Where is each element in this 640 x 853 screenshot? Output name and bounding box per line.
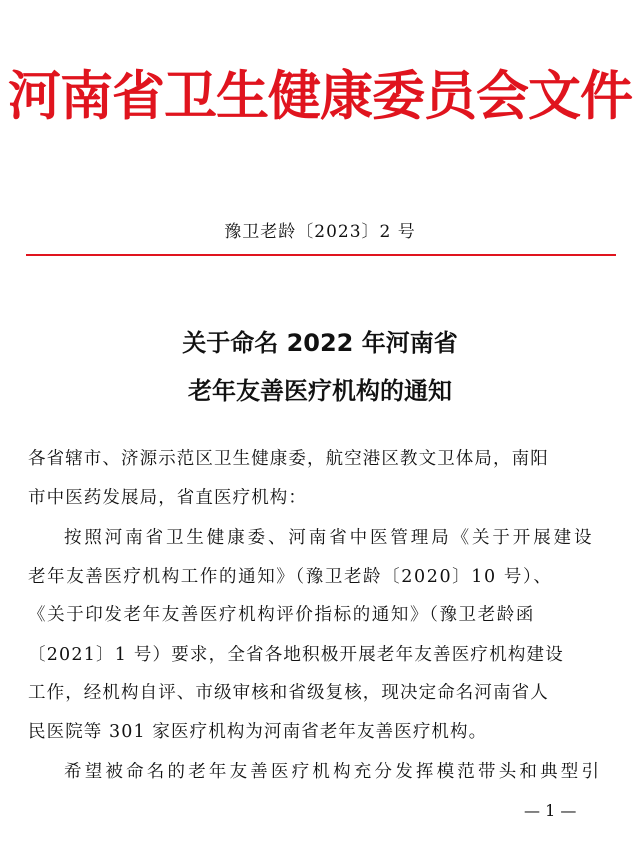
- paragraph-1-line-2: 老年友善医疗机构工作的通知》（豫卫老龄〔2020〕10 号）、: [28, 567, 553, 587]
- addressee-line-2: 市中医药发展局，省直医疗机构：: [28, 488, 307, 508]
- paragraph-1-line-6: 民医院等 301 家医疗机构为河南省老年友善医疗机构。: [28, 722, 488, 742]
- document-number: 豫卫老龄〔2023〕2 号: [224, 222, 416, 242]
- paragraph-1-line-5: 工作，经机构自评、市级审核和省级复核，现决定命名河南省人: [28, 683, 549, 703]
- paragraph-1-line-1: 按照河南省卫生健康委、河南省中医管理局《关于开展建设: [64, 528, 595, 548]
- notice-title-line-1: 关于命名 2022 年河南省: [182, 329, 458, 357]
- red-divider-line: [26, 254, 616, 256]
- paragraph-1-line-3: 《关于印发老年友善医疗机构评价指标的通知》（豫卫老龄函: [28, 605, 535, 625]
- addressee-line-1: 各省辖市、济源示范区卫生健康委，航空港区教文卫体局，南阳: [28, 449, 549, 469]
- notice-title-line-2: 老年友善医疗机构的通知: [188, 377, 452, 405]
- paragraph-1-line-4: 〔2021〕1 号）要求，全省各地积极开展老年友善医疗机构建设: [28, 645, 564, 665]
- page-number: — 1 —: [524, 801, 577, 820]
- paragraph-2-line-1: 希望被命名的老年友善医疗机构充分发挥模范带头和典型引: [64, 762, 603, 782]
- issuer-title: 河南省卫生健康委员会文件: [8, 66, 632, 127]
